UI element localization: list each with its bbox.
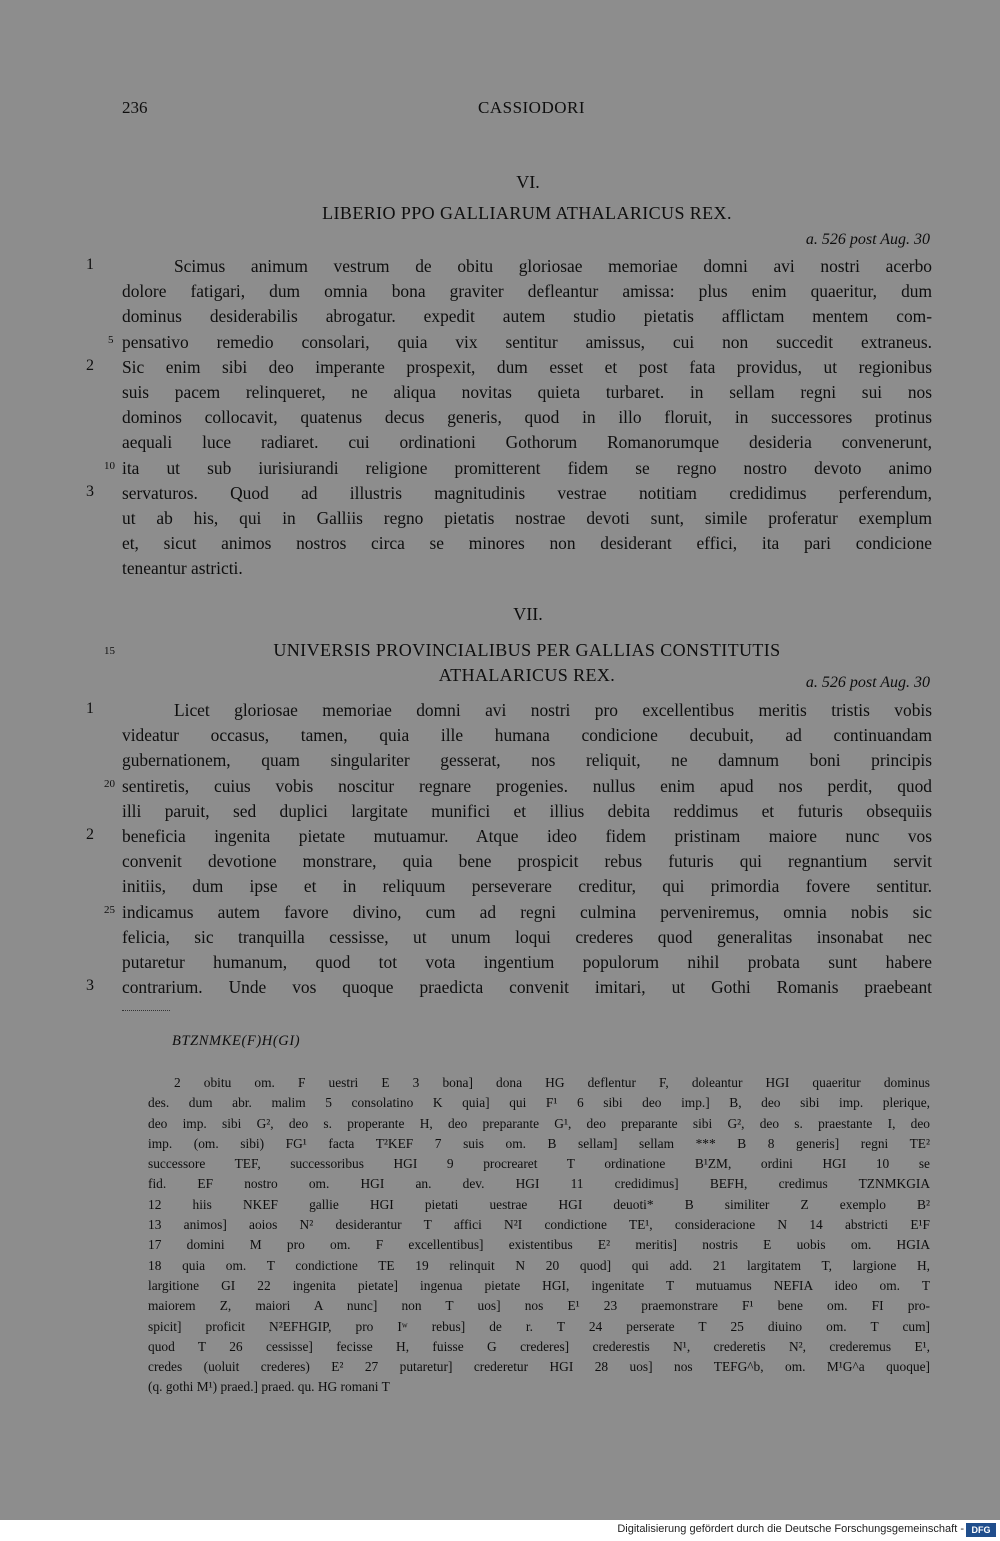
apparatus-line: 17 domini M pro om. F excellentibus] existentibus E² meritis] nostris E uobis om. HGIA: [148, 1237, 930, 1253]
section-title: UNIVERSIS PROVINCIALIBUS PER GALLIAS CONSTITUTIS: [273, 640, 781, 660]
paragraph-number: 1: [86, 256, 94, 273]
paragraph-number: 3: [86, 483, 94, 500]
apparatus-line: largitione GI 22 ingenita pietate] ingenua pietate HGI, ingenitate T mutuamus NEFIA ideo om. T: [148, 1277, 930, 1293]
apparatus-line: quod T 26 cessisse] fecisse H, fuisse G crederes] crederestis N¹, crederetis N², crederemus E¹,: [148, 1338, 930, 1354]
manuscript-sigla: BTZNMKE(F)H(GI): [172, 1033, 301, 1049]
line-number: 10: [104, 460, 115, 472]
apparatus-line: credes (uoluit crederes) E² 27 putaretur] crederetur HGI 28 uos] nos TEFG^b, om. M¹G^a quoque]: [148, 1359, 930, 1375]
line-number: 5: [108, 334, 114, 346]
section-title-continued: ATHALARICUS REX.: [438, 665, 616, 685]
text-line: indicamus autem favore divino, cum ad regni culmina perveniremus, omnia nobis sic: [122, 901, 932, 922]
text-line: suis pacem relinqueret, ne aliqua novitas quieta turbaret. in sellam regni sui nos: [122, 381, 932, 402]
text-line: videatur occasus, tamen, quia ille humana condicione decubuit, ad continuandam: [122, 725, 932, 746]
paragraph-number: 2: [86, 357, 94, 374]
line-number: 25: [104, 904, 115, 916]
apparatus-line: fid. EF nostro om. HGI an. dev. HGI 11 credidimus] BEFH, credimus TZNMKGIA: [148, 1176, 930, 1192]
section-date: a. 526 post Aug. 30: [805, 231, 930, 248]
text-line: et, sicut animos nostros circa se minores non desiderant effici, ita pari condicione: [122, 533, 932, 554]
apparatus-line: (q. gothi M¹) praed.] praed. qu. HG romani T: [148, 1379, 390, 1395]
text-line: Scimus animum vestrum de obitu gloriosae memoriae domni avi nostri acerbo: [174, 256, 932, 276]
text-line: initiis, dum ipse et in reliquum perseverare creditur, qui primordia fovere sentitur.: [122, 876, 932, 897]
text-line: sentiretis, cuius vobis noscitur regnare progenies. nullus enim apud nos perdit, quod: [122, 775, 932, 796]
page-number: 236: [122, 98, 148, 117]
text-line: ita ut sub iurisiurandi religione promitterent fidem se regno nostro devoto animo: [122, 457, 932, 478]
text-line: servaturos. Quod ad illustris magnitudinis vestrae notitiam credidimus perferendum,: [122, 482, 932, 503]
apparatus-line: 12 hiis NKEF gallie HGI pietati uestrae HGI deuoti* B similiter Z exemplo B²: [148, 1196, 930, 1212]
funding-notice: Digitalisierung gefördert durch die Deutsche Forschungsgemeinschaft -: [617, 1523, 964, 1535]
critical-apparatus: [148, 1073, 930, 1398]
apparatus-line: deo imp. sibi G², deo s. properante H, deo preparante G¹, deo preparante sibi G², deo s. praestante I, deo: [148, 1115, 930, 1131]
apparatus-line: spicit] proficit N²EFHGIP, pro Iʷ rebus] de r. T 24 perserate T 25 diuino om. T cum]: [148, 1318, 930, 1334]
paragraph-number: 1: [86, 700, 94, 717]
text-line: dominos collocavit, quatenus decus generis, quod in illo floruit, in successores protinus: [122, 407, 932, 428]
apparatus-line: 13 animos] aoios N² desiderantur T affici N²I condictione TE¹, consideracione N 14 abstricti E¹F: [148, 1217, 930, 1233]
paragraph-number: 3: [86, 977, 94, 994]
text-line: teneantur astricti.: [122, 558, 243, 579]
dfg-logo[interactable]: DFG: [966, 1523, 996, 1537]
text-line: pensativo remedio consolari, quia vix sentitur amissus, cui non succedit extraneus.: [122, 331, 932, 352]
apparatus-line: successore TEF, successoribus HGI 9 procrearet T ordinatione B¹ZM, ordini HGI 10 se: [148, 1156, 930, 1172]
text-line: dominus desiderabilis abrogatur. expedit autem studio pietatis afflictam mentem com-: [122, 306, 932, 327]
section-title: LIBERIO PPO GALLIARUM ATHALARICUS REX.: [322, 203, 732, 223]
section-number: VII.: [513, 604, 543, 624]
text-line: dolore fatigari, dum omnia bona graviter defleantur amissa: plus enim quaeritur, dum: [122, 281, 932, 302]
apparatus-line: imp. (om. sibi) FG¹ facta T²KEF 7 suis om. B sellam] sellam *** B 8 generis] regni TE²: [148, 1135, 930, 1151]
line-number: 20: [104, 778, 115, 790]
running-header: [0, 98, 1000, 122]
apparatus-line: des. dum abr. malim 5 consolatino K quia] qui F¹ 6 sibi deo imp.] B, deo sibi imp. plerique,: [148, 1095, 930, 1111]
text-line: contrarium. Unde vos quoque praedicta convenit imitari, ut Gothi Romanis praebeant: [122, 977, 932, 998]
section-date: a. 526 post Aug. 30: [805, 674, 930, 691]
funding-footer: [0, 1520, 1000, 1541]
text-line: felicia, sic tranquilla cessisse, ut unum loqui crederes quod generalitas insonabat nec: [122, 926, 932, 947]
apparatus-line: 18 quia om. T condictione TE 19 relinquit N 20 quod] qui add. 21 largitatem T, largione H,: [148, 1257, 930, 1273]
section-number: VI.: [516, 172, 540, 192]
text-line: convenit devotione monstrare, quia bene prospicit rebus futuris qui regnantium servit: [122, 851, 932, 872]
text-line: gubernationem, quam singulariter gesserat, nos reliquit, ne damnum boni principis: [122, 750, 932, 771]
text-line: illi paruit, sed duplici largitate munifici et illius debita reddimus et futuris obsequiis: [122, 800, 932, 821]
text-line: putaretur humanum, quod tot vota ingentium populorum nihil probata sunt habere: [122, 951, 932, 972]
line-number: 15: [104, 645, 115, 657]
text-line: Sic enim sibi deo imperante prospexit, dum esset et post fata providus, ut regionibus: [122, 356, 932, 377]
apparatus-line: 2 obitu om. F uestri E 3 bona] dona HG deflentur F, doleantur HGI quaeritur dominus: [174, 1075, 930, 1090]
text-line: aequali luce radiaret. cui ordinationi Gothorum Romanorumque desideria convenerunt,: [122, 432, 932, 453]
text-line: beneficia ingenita pietate mutuamur. Atque ideo fidem pristinam maiore nunc vos: [122, 825, 932, 846]
torn-line-fragment: [122, 1010, 170, 1013]
running-title: CASSIODORI: [478, 98, 586, 117]
paragraph-number: 2: [86, 826, 94, 843]
text-line: Licet gloriosae memoriae domni avi nostri pro excellentibus meritis tristis vobis: [174, 700, 932, 720]
section-text: [122, 254, 932, 581]
apparatus-line: maiorem Z, maiori A nunc] non T uos] nos E¹ 23 praemonstrare F¹ bene om. FI pro-: [148, 1298, 930, 1314]
text-line: ut ab his, qui in Galliis regno pietatis nostrae devoti sunt, simile proferatur exemplum: [122, 507, 932, 528]
section-text: [122, 698, 932, 1000]
